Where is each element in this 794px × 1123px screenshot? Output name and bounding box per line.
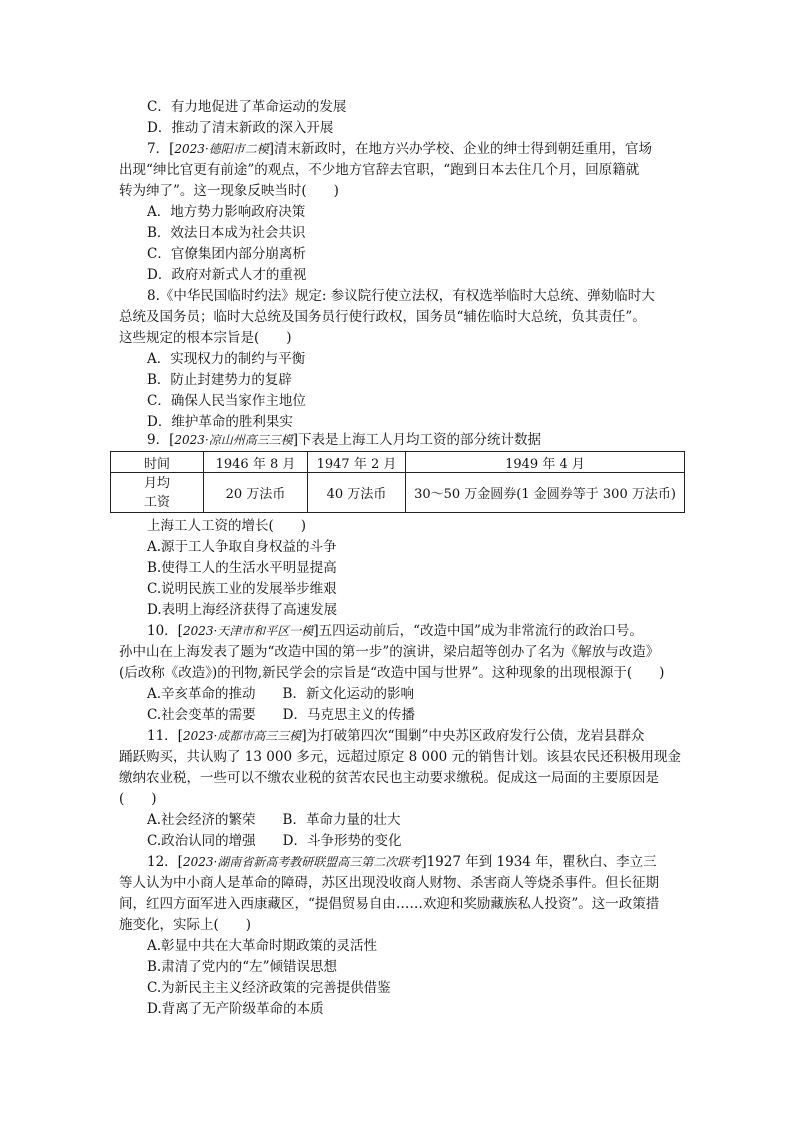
wage-table-header-cell: 1946 年 8 月 — [204, 452, 308, 473]
q6-option-d: D．推动了清末新政的深入开展 — [147, 120, 334, 136]
q7-number: 7．[ — [147, 141, 175, 157]
q9-stem-line2: 上海工人工资的增长( ) — [147, 518, 307, 534]
q10-options-cd: C.社会变革的需要 D．马克思主义的传播 — [147, 707, 415, 723]
q9-stem-line1 — [147, 430, 541, 450]
q6-option-c: C．有力地促进了革命运动的发展 — [147, 99, 347, 115]
q9-option-d: D.表明上海经济获得了高速发展 — [147, 602, 338, 618]
q8-option-d: D．维护革命的胜利果实 — [147, 414, 293, 430]
q8-stem-line3: 这些规定的根本宗旨是( ) — [119, 330, 292, 346]
wage-table-header-cell: 1949 年 4 月 — [406, 452, 685, 473]
q12-stem-line3: 间，红四方面军进入西康藏区，“提倡贸易自由……欢迎和奖励藏族私人投资”。这一政策措 — [119, 896, 660, 912]
wage-table-header-cell: 1947 年 2 月 — [308, 452, 406, 473]
row-label-line: 月均 — [143, 475, 170, 491]
wage-table-cell: 30～50 万金圆券(1 金圆券等于 300 万法币) — [406, 473, 685, 513]
q7-option-d: D．政府对新式人才的重视 — [147, 267, 307, 283]
q11-source: 2023·成都市高三三模 — [182, 729, 302, 743]
wage-table-header-cell: 时间 — [111, 452, 204, 473]
q11-options-cd: C.政治认同的增强 D．斗争形势的变化 — [147, 833, 402, 849]
q7-option-c: C．官僚集团内部分崩离析 — [147, 246, 306, 262]
wage-table-cell: 40 万法币 — [308, 473, 406, 513]
q7-stem-line2: 出现“绅比官更有前途”的观点，不少地方官辞去官职，“跑到日本去住几个月，回原籍就 — [119, 162, 640, 178]
q8-stem-line1: 8.《中华民国临时约法》规定: 参议院行使立法权，有权选举临时大总统、弹劾临时大 — [147, 288, 655, 304]
q8-option-c: C．确保人民当家作主地位 — [147, 393, 306, 409]
q12-source: 2023·湖南省新高考教研联盟高三第二次联考 — [182, 855, 422, 869]
q9-stem-text: ]下表是上海工人月均工资的部分统计数据 — [292, 432, 541, 448]
q9-option-a: A.源于工人争取自身权益的斗争 — [147, 539, 337, 555]
q12-option-b: B.肃清了党内的“左”倾错误思想 — [147, 959, 338, 975]
wage-table-cell: 20 万法币 — [204, 473, 308, 513]
q10-stem-line1 — [147, 621, 643, 641]
q7-stem-text: ]清末新政时，在地方兴办学校、企业的绅士得到朝廷重用，官场 — [268, 141, 652, 157]
wage-table-row — [111, 473, 685, 513]
q11-stem-line3: 缴纳农业税，一些可以不缴农业税的贫苦农民也主动要求缴税。促成这一局面的主要原因是 — [119, 770, 659, 786]
q11-stem-line4: ( ) — [119, 791, 157, 807]
row-label-line: 工资 — [143, 494, 170, 510]
q7-option-a: A．地方势力影响政府决策 — [147, 204, 306, 220]
q11-stem-text: ]为打破第四次“围剿”中央苏区政府发行公债，龙岩县群众 — [301, 728, 645, 744]
q12-number: 12．[ — [147, 854, 183, 870]
q10-options-ab: A.辛亥革命的推动 B．新文化运动的影响 — [147, 686, 414, 702]
wage-table-header-row — [111, 452, 685, 473]
q12-option-c: C.为新民主主义经济政策的完善提供借鉴 — [147, 980, 391, 996]
q11-options-ab: A.社会经济的繁荣 B．革命力量的壮大 — [147, 812, 401, 828]
q8-option-b: B．防止封建势力的复辟 — [147, 372, 292, 388]
q11-number: 11．[ — [147, 728, 183, 744]
wage-table — [110, 451, 685, 513]
q8-stem-line2: 总统及国务员；临时大总统及国务员行使行政权，国务员“辅佐临时大总统，负其责任”。 — [119, 309, 646, 325]
q7-stem-line3: 转为绅了”。这一现象反映当时( ) — [119, 183, 339, 199]
q9-option-c: C.说明民族工业的发展举步维艰 — [147, 581, 337, 597]
q9-source: 2023·凉山州高三三模 — [174, 433, 293, 447]
q10-stem-line2: 孙中山在上海发表了题为“改造中国的第一步”的演讲，梁启超等创办了名为《解放与改造》 — [119, 644, 660, 660]
q11-stem-line1 — [147, 726, 644, 746]
q12-option-d: D.背离了无产阶级革命的本质 — [147, 1001, 324, 1017]
q9-option-b: B.使得工人的生活水平明显提高 — [147, 560, 337, 576]
q7-option-b: B．效法日本成为社会共识 — [147, 225, 306, 241]
q7-stem-line1 — [147, 139, 652, 159]
q8-option-a: A．实现权力的制约与平衡 — [147, 351, 306, 367]
q9-number: 9．[ — [147, 432, 175, 448]
q12-stem-line2: 等人认为中小商人是革命的障碍，苏区出现没收商人财物、杀害商人等烧杀事件。但长征期 — [119, 875, 659, 891]
q12-stem-text: ]1927 年到 1934 年，瞿秋白、李立三 — [421, 854, 657, 870]
q12-stem-line4: 施变化，实际上( ) — [119, 917, 252, 933]
q11-stem-line2: 踊跃购买，共认购了 13 000 多元，远超过原定 8 000 元的销售计划。该县农民还积极用现金 — [119, 749, 682, 765]
q12-option-a: A.彰显中共在大革命时期政策的灵活性 — [147, 938, 378, 954]
q10-stem-text: ]五四运动前后，“改造中国”成为非常流行的政治口号。 — [313, 623, 643, 639]
wage-table-row-label — [111, 473, 204, 513]
q10-source: 2023·天津市和平区一模 — [182, 624, 314, 638]
q10-stem-line3: (后改称《改造》)的刊物,新民学会的宗旨是“改造中国与世界”。这种现象的出现根源于( ) — [119, 665, 665, 681]
q7-source: 2023·德阳市二模 — [174, 142, 269, 156]
q12-stem-line1 — [147, 852, 657, 872]
q10-number: 10．[ — [147, 623, 183, 639]
